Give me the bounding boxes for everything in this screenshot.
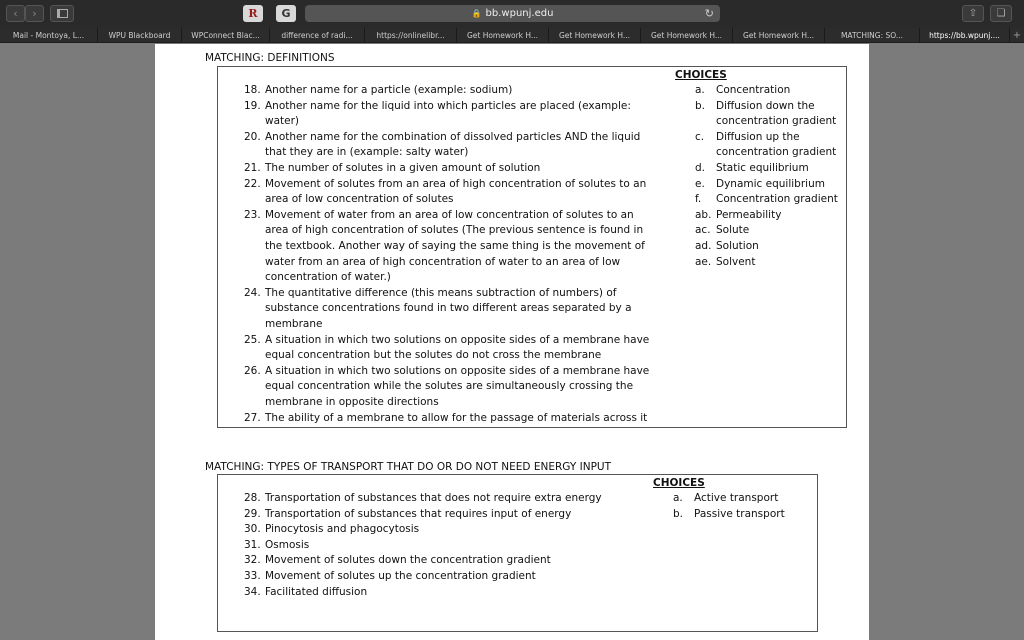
question-text: Movement of solutes up the concentration gradient	[265, 570, 536, 582]
question-number: 21.	[244, 162, 261, 174]
chevron-left-icon: ‹	[13, 7, 18, 20]
question-item	[244, 585, 664, 601]
choice-text: Concentration gradient	[716, 193, 838, 206]
question-item	[244, 569, 664, 585]
question-item	[244, 507, 664, 523]
choice-text: Active transport	[694, 492, 779, 504]
question-text: Movement of solutes from an area of high concentration of solutes to an	[265, 177, 647, 190]
question-number: 30.	[244, 523, 261, 536]
question-item	[244, 177, 664, 208]
choice-letter: a.	[695, 84, 705, 96]
share-icon: ⇧	[968, 8, 978, 19]
question-item	[244, 411, 664, 427]
question-number: 27.	[244, 411, 261, 424]
question-item	[244, 333, 664, 364]
choice-text: Solute	[716, 224, 750, 237]
question-text: The ability of a membrane to allow for the passage of materials across it	[265, 411, 648, 424]
question-text: equal concentration but the solutes do not cross the membrane	[265, 349, 602, 362]
bookmark-item[interactable]: https://onlinelibr...	[365, 28, 457, 43]
question-text: Transportation of substances that requires input of energy	[265, 507, 572, 520]
choice-text: Dynamic equilibrium	[716, 177, 825, 190]
question-text: Another name for the liquid into which particles are placed (example:	[265, 99, 631, 112]
question-text: membrane	[265, 317, 323, 330]
document-page	[155, 44, 869, 640]
bookmark-item[interactable]: Get Homework H...	[641, 28, 733, 43]
choice-letter: ac.	[695, 224, 711, 237]
choice-text: Solvent	[716, 255, 756, 268]
question-text: water from an area of high concentration of water to an area of low	[265, 255, 621, 268]
choice-letter: b.	[673, 507, 684, 520]
choice-text: Diffusion down the	[716, 99, 815, 112]
question-number: 22.	[244, 177, 261, 190]
choice-text: concentration gradient	[716, 146, 837, 159]
question-item	[244, 553, 664, 569]
question-number: 28.	[244, 492, 261, 504]
browser-toolbar	[0, 0, 1024, 28]
show-tabs-button[interactable]	[990, 5, 1012, 22]
choice-letter: e.	[695, 177, 705, 190]
question-text: A situation in which two solutions on opposite sides of a membrane have	[265, 364, 650, 377]
choice-item	[673, 491, 823, 507]
question-item	[244, 491, 664, 507]
choice-text: Diffusion up the	[716, 130, 800, 143]
question-text: The quantitative difference (this means subtraction of numbers) of	[265, 286, 617, 299]
bookmark-item[interactable]: Get Homework H...	[733, 28, 825, 43]
sidebar-toggle-button[interactable]	[50, 5, 74, 22]
question-number: 32.	[244, 554, 261, 567]
choice-text: concentration gradient	[716, 115, 837, 128]
question-number: 24.	[244, 286, 261, 299]
question-number: 34.	[244, 585, 261, 598]
question-text: equal concentration while the solutes are simultaneously crossing the	[265, 380, 634, 393]
question-item	[244, 161, 664, 177]
question-text: Osmosis	[265, 538, 310, 551]
question-text: membrane in opposite directions	[265, 395, 439, 408]
bookmark-item[interactable]: Get Homework H...	[457, 28, 549, 43]
choice-item	[695, 177, 845, 193]
question-item	[244, 538, 664, 554]
choice-item	[695, 83, 845, 99]
choice-letter: ab.	[695, 208, 712, 221]
choice-text: Permeability	[716, 208, 782, 221]
choice-item	[695, 192, 845, 208]
question-number: 29.	[244, 507, 261, 520]
question-text: Facilitated diffusion	[265, 585, 368, 598]
choice-letter: d.	[695, 162, 706, 174]
question-text: Another name for the combination of dissolved particles AND the liquid	[265, 130, 641, 143]
question-text: A situation in which two solutions on opposite sides of a membrane have	[265, 333, 650, 346]
url-text: bb.wpunj.edu	[485, 8, 554, 19]
question-text: The number of solutes in a given amount of solution	[265, 162, 541, 174]
sidebar-icon	[57, 9, 68, 18]
forward-button[interactable]	[25, 5, 44, 22]
choice-item	[695, 161, 845, 177]
choices-heading: CHOICES	[675, 69, 727, 81]
question-number: 20.	[244, 130, 261, 143]
question-number: 18.	[244, 84, 261, 96]
tabs-icon: ❏	[996, 8, 1006, 19]
question-number: 26.	[244, 364, 261, 377]
question-number: 31.	[244, 538, 261, 551]
back-button[interactable]	[6, 5, 25, 22]
choice-letter: b.	[695, 99, 706, 112]
choice-letter: ad.	[695, 240, 712, 252]
question-number: 19.	[244, 99, 261, 112]
share-button[interactable]	[962, 5, 984, 22]
question-text: area of low concentration of solutes	[265, 193, 454, 206]
choice-item	[673, 507, 823, 523]
bookmark-item[interactable]: Mail - Montoya, L...	[0, 28, 98, 43]
question-text: Transportation of substances that does not require extra energy	[265, 492, 602, 504]
question-item	[244, 364, 664, 411]
add-bookmark-icon[interactable]: +	[1012, 30, 1022, 41]
question-text: the textbook. Another way of saying the same thing is the movement of	[265, 239, 645, 252]
question-number: 33.	[244, 570, 261, 582]
reload-icon[interactable]: ↻	[704, 7, 714, 20]
bookmark-item[interactable]: difference of radi...	[270, 28, 365, 43]
question-text: that they are in (example: salty water)	[265, 146, 469, 159]
question-item	[244, 286, 664, 333]
choice-text: Passive transport	[694, 507, 785, 520]
bookmark-item-active[interactable]: https://bb.wpunj....	[920, 28, 1010, 43]
question-text: substance concentrations found in two different areas separated by a	[265, 302, 632, 315]
question-item	[244, 130, 664, 161]
choice-text: Solution	[716, 240, 759, 252]
question-text: concentration of water.)	[265, 271, 391, 284]
question-item	[244, 522, 664, 538]
bookmark-item[interactable]: WPU Blackboard	[98, 28, 182, 43]
extension-g-button[interactable]: G	[276, 5, 296, 22]
chevron-right-icon: ›	[32, 7, 37, 20]
choice-letter: c.	[695, 130, 705, 143]
bookmark-item[interactable]: WPConnect Blac...	[182, 28, 270, 43]
choice-item	[695, 99, 845, 130]
choices-heading: CHOICES	[653, 477, 705, 489]
choice-letter: a.	[673, 492, 683, 504]
bookmark-item[interactable]: Get Homework H...	[549, 28, 641, 43]
section-title: MATCHING: DEFINITIONS	[205, 52, 335, 64]
question-text: Movement of solutes down the concentration gradient	[265, 554, 551, 567]
question-number: 25.	[244, 333, 261, 346]
lock-icon: 🔒	[471, 9, 482, 18]
question-number: 23.	[244, 208, 261, 221]
choice-item	[695, 130, 845, 161]
address-bar[interactable]	[305, 5, 720, 22]
question-item	[244, 83, 664, 99]
choice-text: Static equilibrium	[716, 162, 809, 174]
question-text: Movement of water from an area of low concentration of solutes to an	[265, 208, 634, 221]
question-item	[244, 99, 664, 130]
bookmark-item[interactable]: MATCHING: SO...	[825, 28, 920, 43]
question-text: Pinocytosis and phagocytosis	[265, 523, 420, 536]
extension-r-button[interactable]: R	[243, 5, 263, 22]
choice-item	[695, 239, 845, 255]
choice-item	[695, 208, 845, 224]
bookmarks-bar	[0, 28, 1024, 43]
choice-text: Concentration	[716, 84, 791, 96]
choice-letter: ae.	[695, 255, 712, 268]
question-item	[244, 208, 664, 286]
section-title: MATCHING: TYPES OF TRANSPORT THAT DO OR DO NOT NEED ENERGY INPUT	[205, 461, 612, 473]
choice-item	[695, 255, 845, 271]
choice-item	[695, 223, 845, 239]
question-text: water)	[265, 115, 300, 128]
question-text: Another name for a particle (example: sodium)	[265, 84, 513, 96]
choice-letter: f.	[695, 193, 702, 206]
question-text: area of high concentration of solutes (The previous sentence is found in	[265, 224, 644, 237]
